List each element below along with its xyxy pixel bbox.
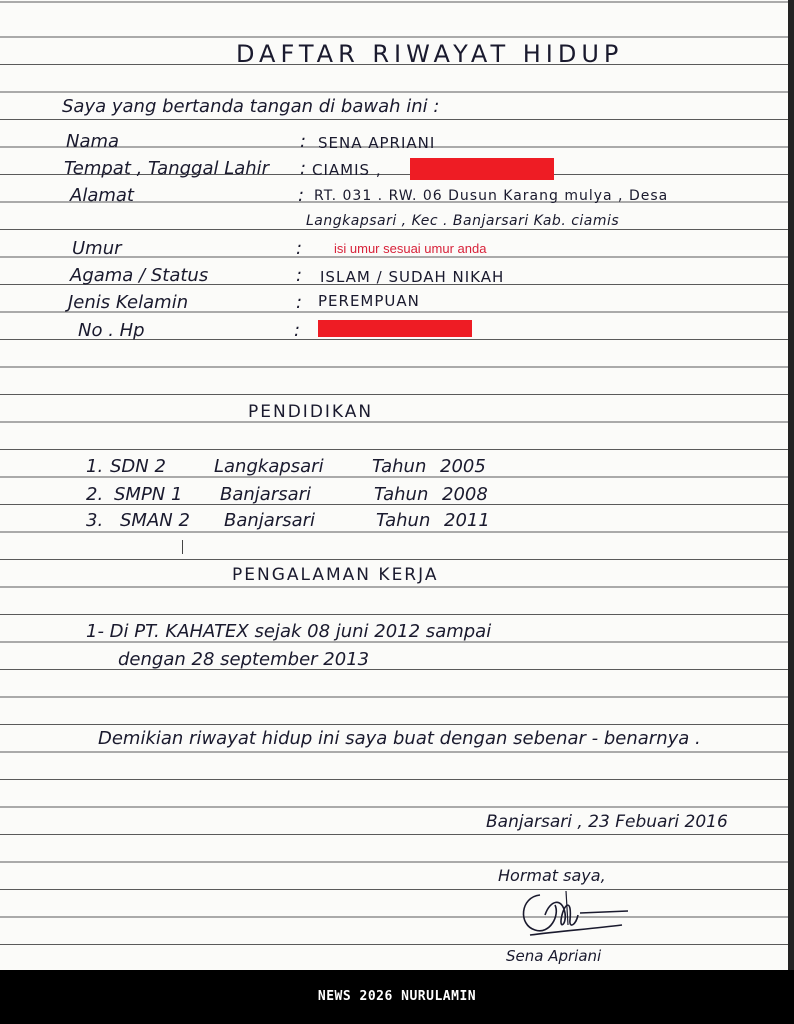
edu-num: 1.: [86, 456, 104, 477]
field-label-religion: Agama / Status: [70, 265, 209, 286]
experience-line-1: 1- Di PT. KAHATEX sejak 08 juni 2012 sampai: [86, 621, 492, 642]
edu-place: Banjarsari: [220, 484, 312, 505]
redaction-phone: [318, 320, 472, 337]
field-label-phone: No . Hp: [78, 320, 145, 341]
edu-year: 2011: [444, 510, 490, 531]
footer-text: NEWS 2026 NURULAMIN: [317, 989, 477, 1004]
edu-num: 2.: [86, 484, 104, 505]
experience-heading: PENGALAMAN KERJA: [232, 565, 439, 585]
edu-year: 2008: [442, 484, 488, 505]
field-colon: :: [294, 320, 301, 341]
field-colon: :: [296, 238, 303, 259]
edu-place: Langkapsari: [214, 456, 324, 477]
edu-year-label: Tahun: [376, 510, 431, 531]
field-value-name: SENA APRIANI: [318, 134, 436, 152]
edu-num: 3.: [86, 510, 104, 531]
intro-text: Saya yang bertanda tangan di bawah ini :: [62, 96, 440, 117]
footer-banner: [0, 970, 794, 1024]
paper-edge: [788, 0, 794, 970]
field-value-address-line2: Langkapsari , Kec . Banjarsari Kab. ciamis: [306, 213, 620, 229]
field-label-birth: Tempat , Tanggal Lahir: [64, 158, 270, 179]
experience-line-2: dengan 28 september 2013: [118, 649, 370, 670]
field-label-age: Umur: [72, 238, 122, 259]
field-colon: :: [300, 131, 307, 152]
field-colon: :: [296, 292, 303, 313]
edu-school: SDN 2: [110, 456, 166, 477]
field-value-birth: CIAMIS ,: [312, 161, 382, 179]
edu-year-label: Tahun: [372, 456, 427, 477]
field-label-gender: Jenis Kelamin: [68, 292, 189, 313]
edu-school: SMAN 2: [120, 510, 190, 531]
document-title: DAFTAR RIWAYAT HIDUP: [236, 40, 624, 68]
field-label-name: Nama: [66, 131, 120, 152]
field-colon: :: [300, 158, 307, 179]
regards-text: Hormat saya,: [498, 866, 606, 885]
redaction-birthdate: [410, 158, 554, 180]
edu-year-label: Tahun: [374, 484, 429, 505]
age-placeholder-note: isi umur sesuai umur anda: [334, 241, 487, 256]
closing-statement: Demikian riwayat hidup ini saya buat dengan sebenar - benarnya .: [98, 728, 701, 749]
field-colon: :: [298, 185, 305, 206]
field-value-address: RT. 031 . RW. 06 Dusun Karang mulya , Desa: [314, 188, 669, 204]
field-colon: :: [296, 265, 303, 286]
edu-year: 2005: [440, 456, 486, 477]
signer-name: Sena Apriani: [506, 947, 602, 965]
place-date: Banjarsari , 23 Febuari 2016: [486, 812, 728, 832]
signature-image: [510, 885, 630, 945]
education-heading: PENDIDIKAN: [248, 402, 374, 422]
field-value-religion: ISLAM / SUDAH NIKAH: [320, 268, 505, 286]
pen-mark: [182, 540, 183, 554]
edu-place: Banjarsari: [224, 510, 316, 531]
edu-school: SMPN 1: [114, 484, 183, 505]
field-label-address: Alamat: [70, 185, 134, 206]
field-value-gender: PEREMPUAN: [318, 292, 420, 310]
